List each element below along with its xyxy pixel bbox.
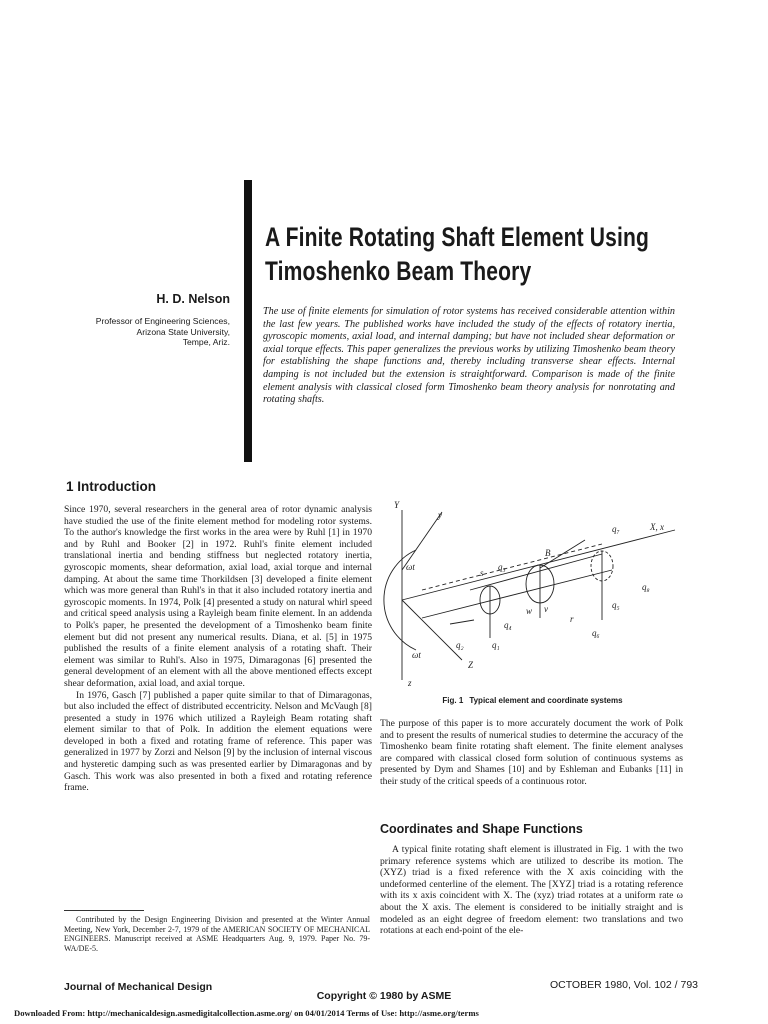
fig-label-q4: q₄ bbox=[504, 620, 512, 630]
fig-label-q5: q₅ bbox=[612, 600, 620, 610]
figure-caption-text: Typical element and coordinate systems bbox=[469, 696, 623, 705]
article-title bbox=[265, 220, 650, 288]
section-heading-introduction: 1 Introduction bbox=[66, 479, 156, 494]
fig-label-q1: q₁ bbox=[492, 640, 500, 650]
fig-label-wt-bottom: ωt bbox=[412, 650, 421, 660]
introduction-body bbox=[64, 504, 372, 794]
fig-label-wt-top: ωt bbox=[406, 562, 415, 572]
download-notice: Downloaded From: http://mechanicaldesign.asmedigitalcollection.asme.org/ on 04/01/2014 Terms of Use: http://asme.org/terms bbox=[14, 1008, 479, 1018]
affiliation-line-3: Tempe, Ariz. bbox=[182, 337, 230, 347]
fig-label-y: y bbox=[438, 510, 442, 520]
intro-paragraph-2: In 1976, Gasch [7] published a paper quite similar to that of Dimaragonas, but also included the effect of distributed eccentricity. Nelson and McVaugh [8] presented a study in 1976 which utilized a Rayleigh Beam rotating shaft element similar to that of Polk. In addition the element equations were developed in both a fixed and rotating frame of reference. This paper was generalized in 1977 by Zorzi and Nelson [9] by the inclusion of internal viscous and hysteretic damping such as was presented earlier by Dimaragonas and by Gasch. This work was also presented in both a fixed and rotating reference frame. bbox=[64, 689, 372, 794]
fig-label-v: v bbox=[544, 604, 548, 614]
footnote: Contributed by the Design Engineering Division and presented at the Winter Annual Meeting, New York, December 2-7, 1979 of the AMERICAN SOCIETY OF MECHANICAL ENGINEERS. Manuscript received at ASME Headquarters Aug. 9, 1979. Paper No. 79-WA/DE-5. bbox=[64, 915, 370, 953]
author-name: H. D. Nelson bbox=[156, 292, 230, 306]
issue-info: OCTOBER 1980, Vol. 102 / 793 bbox=[549, 979, 698, 991]
fig-label-z: z bbox=[408, 678, 412, 688]
fig-label-q2: q₂ bbox=[456, 640, 464, 650]
fig-label-Z: Z bbox=[468, 660, 474, 670]
fig-label-q6: q₆ bbox=[592, 628, 600, 638]
intro-paragraph-1: Since 1970, several researchers in the general area of rotor dynamic analysis have studied the use of the finite element method for modeling rotor systems. To the author's knowledge the first works in the area were by Ruhl [1] in 1970 and by Ruhl and Booker [2] in 1972. Ruhl's finite element included translational inertia and bending stiffness but neglected rotatory inertia, gyroscopic moments, shear deformation, axial load, axial torque and internal damping. At about the same time Thorkildsen [3] developed a finite element which was more general than Ruhl's in that it also included rotatory inertia and gyroscopic moments. In 1974, Polk [4] presented a study on natural whirl speed and critical speed analysis using a Rayleigh beam finite element. In an addenda to Polk's paper, he presented the development of a Timoshenko beam finite element but did not present any numerical results. Diana, et al. [5] in 1975 published the results of a finite element analysis of a rotating shaft. Their element was similar to Ruhl's. Also in 1975, Dimaragonas [6] presented the general development of an element with all the above mentioned effects except shear deformation, axial load, and axial torque. bbox=[64, 504, 372, 689]
footnote-rule bbox=[64, 910, 144, 911]
right-column-paragraph-1: The purpose of this paper is to more accurately document the work of Polk and to present the results of numerical studies to determine the accuracy of the Timoshenko beam finite rotating shaft element. The finite element analyses are compared with classical closed form solution of continuous systems as presented by Dym and Shames [10] and by Eshleman and Eubanks [11] in their study of the critical speeds of a continuous rotor. bbox=[380, 718, 683, 787]
affiliation-line-1: Professor of Engineering Sciences, bbox=[95, 316, 230, 326]
affiliation-line-2: Arizona State University, bbox=[136, 326, 230, 337]
fig-label-Y: Y bbox=[394, 500, 400, 510]
author-affiliation bbox=[40, 316, 230, 348]
copyright-line: Copyright © 1980 by ASME bbox=[316, 990, 452, 1002]
fig-label-Xx: X, x bbox=[650, 522, 664, 532]
fig-label-B: B bbox=[545, 548, 551, 558]
fig-label-q8: q₈ bbox=[642, 582, 650, 592]
right-column-paragraph-2: A typical finite rotating shaft element is illustrated in Fig. 1 with the two primary reference systems which are utilized to describe its motion. The (XYZ) triad is a fixed reference with the X axis coinciding with the undeformed centerline of the element. The [XYZ] triad is a rotating reference with its x axis coincident with X. The (xyz) triad rotates at a uniform rate ω about the X axis. The element is considered to be initially straight and is modeled as an eight degree of freedom element: two translations and two rotations at each end-point of the ele- bbox=[380, 844, 683, 937]
figure-caption-label: Fig. 1 bbox=[442, 696, 464, 705]
figure-1-caption bbox=[380, 696, 685, 705]
section-heading-coordinates: Coordinates and Shape Functions bbox=[380, 822, 583, 836]
figure-1-diagram bbox=[380, 500, 685, 688]
title-line-2: Timoshenko Beam Theory bbox=[265, 256, 532, 286]
fig-label-q3: q₃ bbox=[498, 562, 506, 572]
abstract: The use of finite elements for simulation of rotor systems has received considerable attention within the last few years. The published works have included the study of the effects of rotatory inertia, gyroscopic moments, axial load, and internal damping; but have not included shear deformation or axial torque effects. This paper generalizes the previous works by utilizing Timoshenko beam theory for establishing the shape functions and, thereby including transverse shear effects. Internal damping is not included but the extension is straightforward. Comparison is made of the finite element analysis with classical closed form Timoshenko beam theory analysis for nonrotating and rotating shafts. bbox=[263, 306, 675, 406]
title-accent-bar bbox=[244, 180, 252, 462]
title-line-1: A Finite Rotating Shaft Element Using bbox=[265, 222, 650, 252]
journal-name: Journal of Mechanical Design bbox=[64, 981, 213, 993]
fig-label-r: r bbox=[570, 614, 574, 624]
fig-label-s: s bbox=[480, 568, 484, 578]
fig-label-q7: q₇ bbox=[612, 524, 620, 534]
fig-label-w: w bbox=[526, 606, 533, 616]
